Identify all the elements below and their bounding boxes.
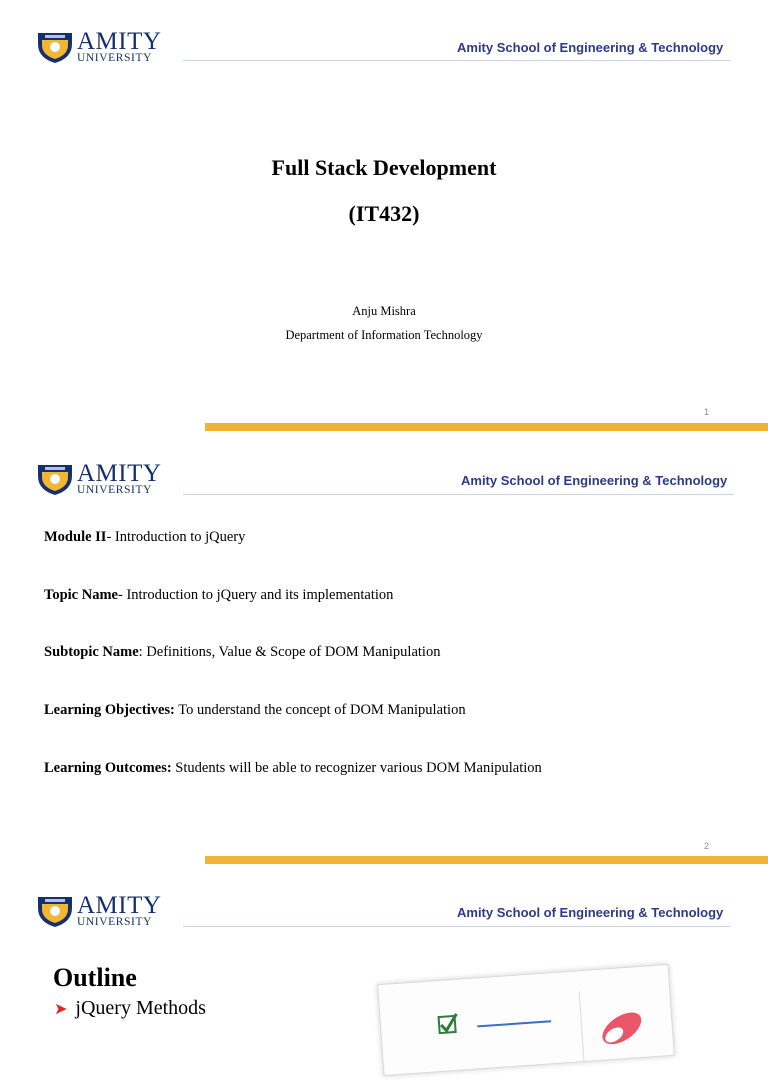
- objectives-value: To understand the concept of DOM Manipulation: [174, 702, 466, 718]
- subtopic-label: Subtopic Name: [44, 644, 139, 660]
- outcomes-line: [44, 760, 542, 777]
- department-name: Department of Information Technology: [285, 328, 483, 342]
- objectives-line: [44, 702, 466, 719]
- topic-value: - Introduction to jQuery and its implementation: [117, 587, 394, 603]
- amity-logo: [36, 459, 162, 496]
- checklist-icon: [378, 965, 674, 1075]
- module-line: [44, 529, 245, 546]
- logo-subtitle: UNIVERSITY: [77, 915, 152, 928]
- logo-name: AMITY: [77, 891, 162, 919]
- amity-logo: [36, 891, 162, 928]
- page-number: 1: [704, 407, 710, 417]
- logo-name: AMITY: [77, 27, 162, 55]
- logo-subtitle: UNIVERSITY: [77, 51, 152, 64]
- topic-label: Topic Name: [44, 587, 118, 603]
- author-name: Anju Mishra: [352, 304, 416, 318]
- amity-shield-icon: [36, 462, 74, 496]
- subtopic-line: [44, 644, 440, 661]
- module-value: - Introduction to jQuery: [106, 529, 246, 545]
- arrow-bullet-icon: ➤: [54, 1000, 68, 1018]
- slide-3: [0, 864, 768, 1024]
- page-number: 2: [704, 841, 710, 851]
- school-name: Amity School of Engineering & Technology: [461, 473, 728, 488]
- logo-name: AMITY: [77, 459, 162, 487]
- header-divider: [183, 60, 730, 61]
- subtopic-value: : Definitions, Value & Scope of DOM Manipulation: [138, 644, 441, 660]
- footer-bar: [205, 856, 768, 864]
- amity-shield-icon: [36, 30, 74, 64]
- outline-bullet: [54, 997, 206, 1020]
- logo-subtitle: UNIVERSITY: [77, 483, 152, 496]
- objectives-label: Learning Objectives:: [44, 702, 175, 718]
- footer-bar: [205, 423, 768, 431]
- header-divider: [183, 494, 734, 495]
- topic-line: [44, 587, 393, 604]
- outcomes-label: Learning Outcomes:: [44, 760, 172, 776]
- course-title: Full Stack Development: [271, 155, 497, 180]
- bullet-text: jQuery Methods: [75, 997, 206, 1019]
- checklist-illustration: [377, 964, 675, 1076]
- amity-logo: [36, 27, 162, 64]
- school-name: Amity School of Engineering & Technology: [457, 905, 724, 920]
- outcomes-value: Students will be able to recognizer various DOM Manipulation: [171, 760, 542, 776]
- slide-2: [0, 438, 768, 864]
- amity-shield-icon: [36, 894, 74, 928]
- module-label: Module II: [44, 529, 107, 545]
- slide-1: [0, 0, 768, 438]
- header-divider: [183, 926, 730, 927]
- school-name: Amity School of Engineering & Technology: [457, 40, 724, 55]
- outline-title: Outline: [53, 963, 137, 992]
- course-code: (IT432): [348, 201, 420, 226]
